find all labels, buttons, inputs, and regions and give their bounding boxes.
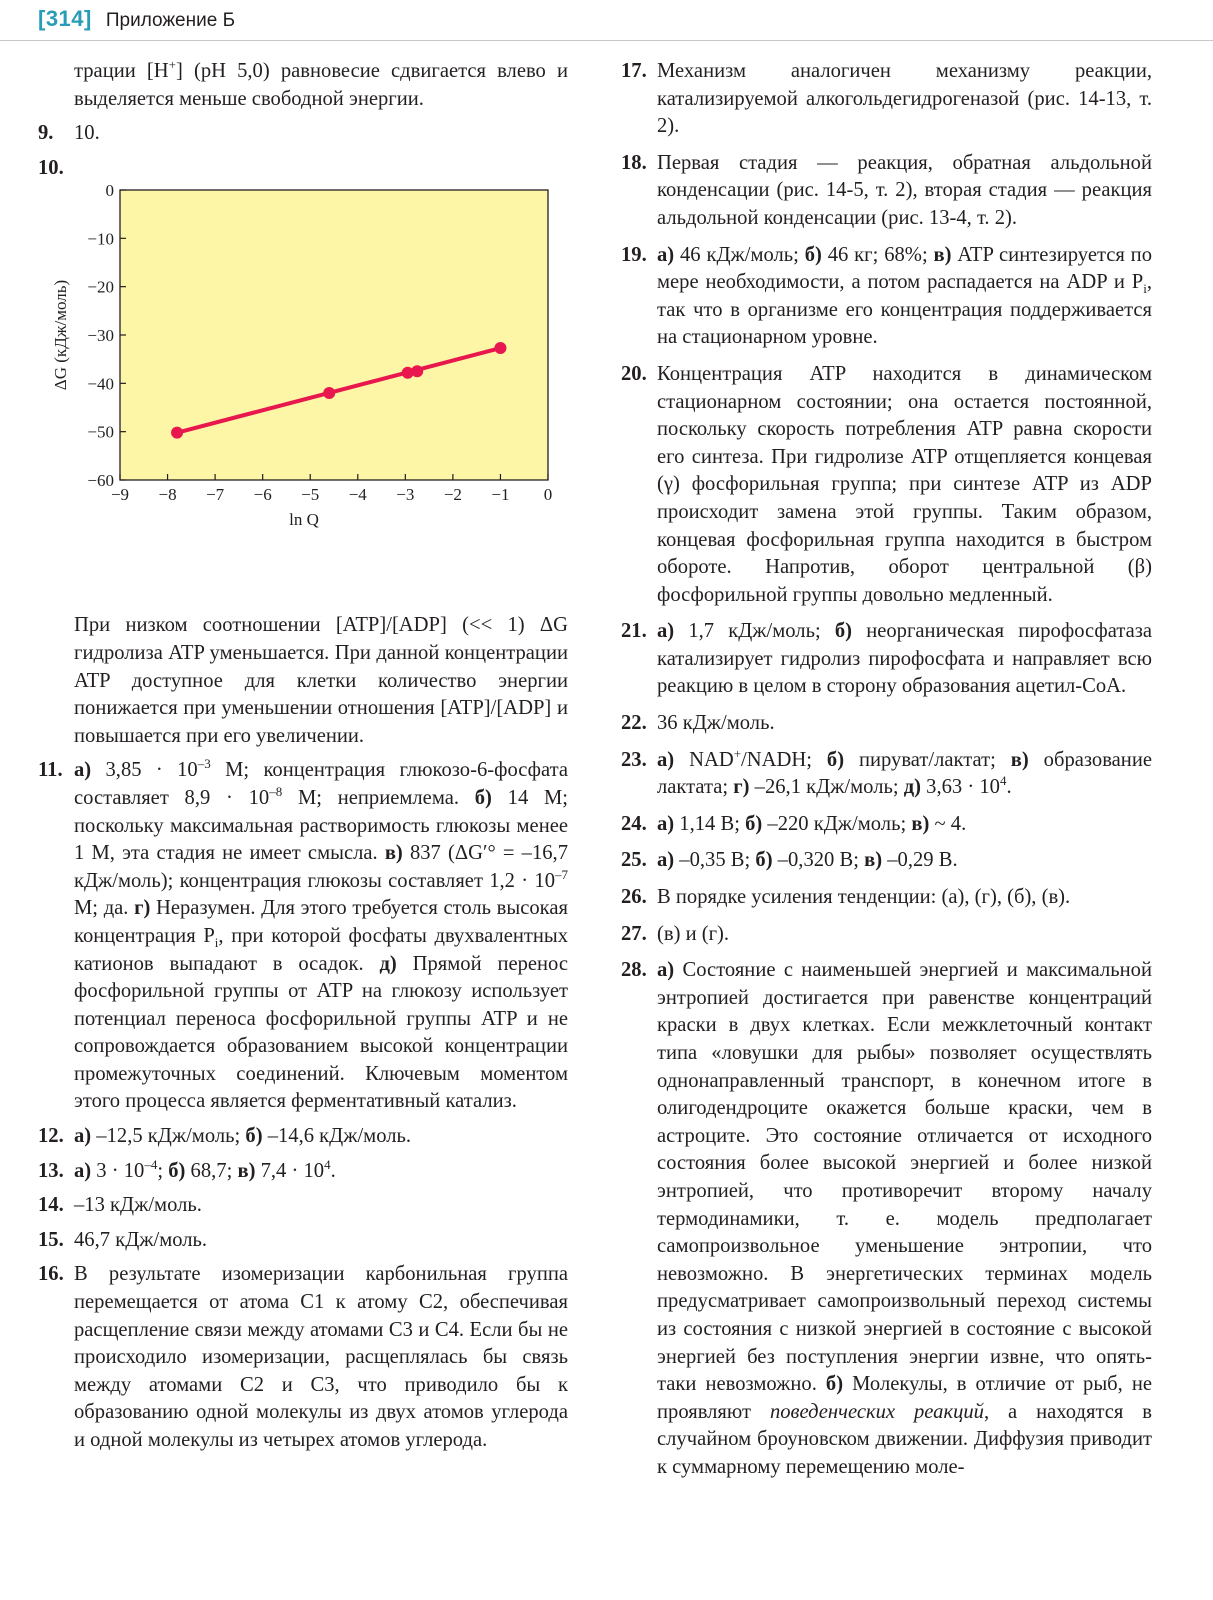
answer-text: а) –0,35 В; б) –0,320 В; в) –0,29 В. xyxy=(657,849,958,872)
answer-24 xyxy=(621,811,1152,839)
y-tick-label: −20 xyxy=(87,278,114,298)
answer-text: а) NAD+/NADH; б) пируват/лактат; в) образование лактата; г) –26,1 кДж/моль; д) $3,63 \cdot 10^4$. xyxy=(657,745,1152,799)
x-tick-label: −6 xyxy=(253,485,272,505)
answer-number: 9. xyxy=(38,122,54,145)
answer-text: а) Состояние с наименьшей энергией и максимальной энтропией достигается при равенстве концентраций краски в двух клетках. Если межклеточный контакт типа «ловушки для рыбы» позволяет осуществлять однонаправленный транспорт, в конечном итоге в олигодендроците окажется больше краски, чем в астроците. Это состояние отличается от исходного состояния более высокой энергией и более низкой энтропией, что противоречит второму началу термодинамики, т. е. модель предполагает самопроизвольное уменьшение энтропии, что невозможно. В энергетических терминах модель предусматривает самопроизвольный переход системы из состояния с низкой энергией в состояние с высокой энергией без поступления энергии извне, что опять-таки невозможно. б) Молекулы, в отличие от рыб, не проявляют поведенческих реакций, а находятся в случайном броуновском движении. Диффузия приводит к суммарному перемещению моле- xyxy=(657,959,1152,1478)
y-tick-label: −10 xyxy=(87,229,114,249)
x-axis-label: ln Q xyxy=(289,510,319,530)
answer-23 xyxy=(621,747,1152,802)
answer-text: 10. xyxy=(74,122,100,145)
right-column xyxy=(621,58,1152,1482)
answer-number: 11. xyxy=(38,759,63,782)
chart-svg xyxy=(38,184,568,604)
answer-number: 13. xyxy=(38,1159,64,1182)
x-tick-label: −3 xyxy=(396,485,415,505)
answer-18 xyxy=(621,150,1152,233)
answer-15 xyxy=(38,1227,568,1255)
answer-text: В порядке усиления тенденции: (а), (г), (б), (в). xyxy=(657,886,1071,909)
answer-number: 22. xyxy=(621,712,647,735)
data-point xyxy=(323,387,335,399)
running-title: Приложение Б xyxy=(105,10,236,31)
continued-paragraph: трации [H+] (pH 5,0) равновесие сдвигается влево и выделяется меньше свободной энергии. xyxy=(74,57,568,110)
answer-26 xyxy=(621,884,1152,912)
x-tick-label: −8 xyxy=(158,485,177,505)
answer-text: а) 1,14 В; б) –220 кДж/моль; в) ~ 4. xyxy=(657,812,967,835)
data-point xyxy=(411,366,423,378)
plot-area xyxy=(120,190,548,480)
x-tick-label: −9 xyxy=(110,485,130,505)
answer-text: а) $3 \cdot 10^{-4}$; б) 68,7; в) $7,4 \cdot 10^4$. xyxy=(74,1156,336,1182)
x-tick-label: −7 xyxy=(206,485,225,505)
y-tick-label: −30 xyxy=(87,326,114,346)
answer-text: а) 1,7 кДж/моль; б) неорганическая пирофосфатаза катализирует гидролиз пирофосфата и направляет всю реакцию в целом в сторону образования ацетил-CoA. xyxy=(657,620,1153,698)
answer-text: Механизм аналогичен механизму реакции, катализируемой алкогольдегидрогеназой (рис. 14-13, т. 2). xyxy=(657,60,1152,138)
data-point xyxy=(171,427,183,439)
x-tick-label: 0 xyxy=(543,485,553,505)
answer-19 xyxy=(621,242,1152,352)
answer-text: (в) и (г). xyxy=(657,922,730,945)
answer-13 xyxy=(38,1158,568,1186)
answer-27 xyxy=(621,921,1152,949)
answer-number: 18. xyxy=(621,151,647,174)
answer-number: 10. xyxy=(38,156,64,179)
answer-number: 23. xyxy=(621,748,647,771)
answer-text: Концентрация ATP находится в динамическом стационарном состоянии; она остается постоянной, поскольку скорость потребления ATP равна скорости его синтеза. При гидролизе ATP отщепляется концевая (γ) фосфорильная группа; при синтезе ATP из ADP происходит замена этой группы. Таким образом, концевая фосфорильная группа находится в быстром обороте. Напротив, оборот центральной (β) фосфорильной группы довольно медленный. xyxy=(657,362,1152,606)
answer-number: 14. xyxy=(38,1194,64,1217)
answer-number: 26. xyxy=(621,886,647,909)
answer-20 xyxy=(621,361,1152,609)
answer-text: В результате изомеризации карбонильная группа перемещается от атома C1 к атому C2, обеспечивая расщепление связи между атомами C3 и C4. Если бы не происходило изомеризации, расщеплялась бы связь между атомами C2 и C3, что приводило бы к образованию одной молекулы из двух атомов углерода и одной молекулы из четырех атомов углерода. xyxy=(74,1263,568,1451)
page-number: [314] xyxy=(38,6,92,31)
x-tick-label: −2 xyxy=(443,485,462,505)
answer-number: 15. xyxy=(38,1228,64,1251)
y-axis-label: ΔG (кДж/моль) xyxy=(51,280,70,391)
answer-number: 20. xyxy=(621,362,647,385)
answer-22 xyxy=(621,710,1152,738)
left-column xyxy=(38,58,568,1455)
header-rule xyxy=(0,40,1213,41)
answer-21 xyxy=(621,618,1152,701)
y-tick-label: −60 xyxy=(87,471,114,491)
page-header xyxy=(38,6,235,34)
answer-14 xyxy=(38,1192,568,1220)
answer-number: 17. xyxy=(621,60,647,82)
x-tick-label: −4 xyxy=(348,485,367,505)
y-tick-label: −40 xyxy=(87,374,114,394)
answer-12 xyxy=(38,1123,568,1151)
answer-number: 25. xyxy=(621,849,647,872)
answer-10 xyxy=(38,155,568,183)
y-tick-label: −50 xyxy=(87,423,114,443)
answer-number: 24. xyxy=(621,812,647,835)
x-tick-label: −5 xyxy=(301,485,320,505)
answer-number: 16. xyxy=(38,1263,64,1286)
answer-number: 19. xyxy=(621,243,647,266)
answer-25 xyxy=(621,847,1152,875)
answer-number: 21. xyxy=(621,620,647,643)
answer-number: 28. xyxy=(621,959,647,982)
answer-28 xyxy=(621,957,1152,1481)
answer-text: 46,7 кДж/моль. xyxy=(74,1228,208,1251)
answer-9 xyxy=(38,120,568,148)
data-point xyxy=(494,342,506,354)
answer-text: Первая стадия — реакция, обратная альдольной конденсации (рис. 14-5, т. 2), вторая стадия — реакция альдольной конденсации (рис. 13-4, т. 2). xyxy=(657,151,1152,229)
answer-number: 27. xyxy=(621,922,647,945)
answer-text: а) $3,85 \cdot 10^{-3}$ М; концентрация глюкозо-6-фосфата составляет $8,9 \cdot 10^{-8}$ М; неприемлема. б) 14 М; поскольку максимальная растворимость глюкозы менее 1 М, эта стадия не имеет смысла. в) 837 (ΔG′° = –16,7 кДж/моль); концентрация глюкозы составляет $1,2 \cdot 10^{-7}$ М; да. г) Неразумен. Для этого требуется столь высокая концентрация $P_i$, при которой фосфаты двухвалентных катионов выпадают в осадок. д) Прямой перенос фосфорильной группы от ATP на глюкозу использует потенциал переноса фосфорильной группы ATP и не сопровождается образованием высокой концентрации промежуточных соединений. Ключевым моментом этого процесса является ферментативный катализ. xyxy=(74,756,569,1113)
delta-g-chart xyxy=(38,184,568,604)
answer-16 xyxy=(38,1261,568,1454)
answer-11 xyxy=(38,757,568,1116)
answer-text: а) 46 кДж/моль; б) 46 кг; 68%; в) ATP синтезируется по мере необходимости, а потом распадается на ADP и $P_i$, так что в организме его концентрация поддерживается на стационарном уровне. xyxy=(657,243,1152,349)
answer-text: 36 кДж/моль. xyxy=(657,712,775,735)
y-tick-label: 0 xyxy=(105,184,114,201)
answer-17 xyxy=(621,58,1152,141)
answer-number: 12. xyxy=(38,1125,64,1148)
answer-text: –13 кДж/моль. xyxy=(74,1194,202,1217)
answer-text: а) –12,5 кДж/моль; б) –14,6 кДж/моль. xyxy=(74,1125,412,1148)
x-tick-label: −1 xyxy=(491,485,510,505)
answer-10-text: При низком соотношении [ATP]/[ADP] (<< 1) ΔG гидролиза ATP уменьшается. При данной концентрации ATP доступное для клетки количество энергии понижается при уменьшении отношения [ATP]/[ADP] и повышается при его увеличении. xyxy=(74,614,568,747)
